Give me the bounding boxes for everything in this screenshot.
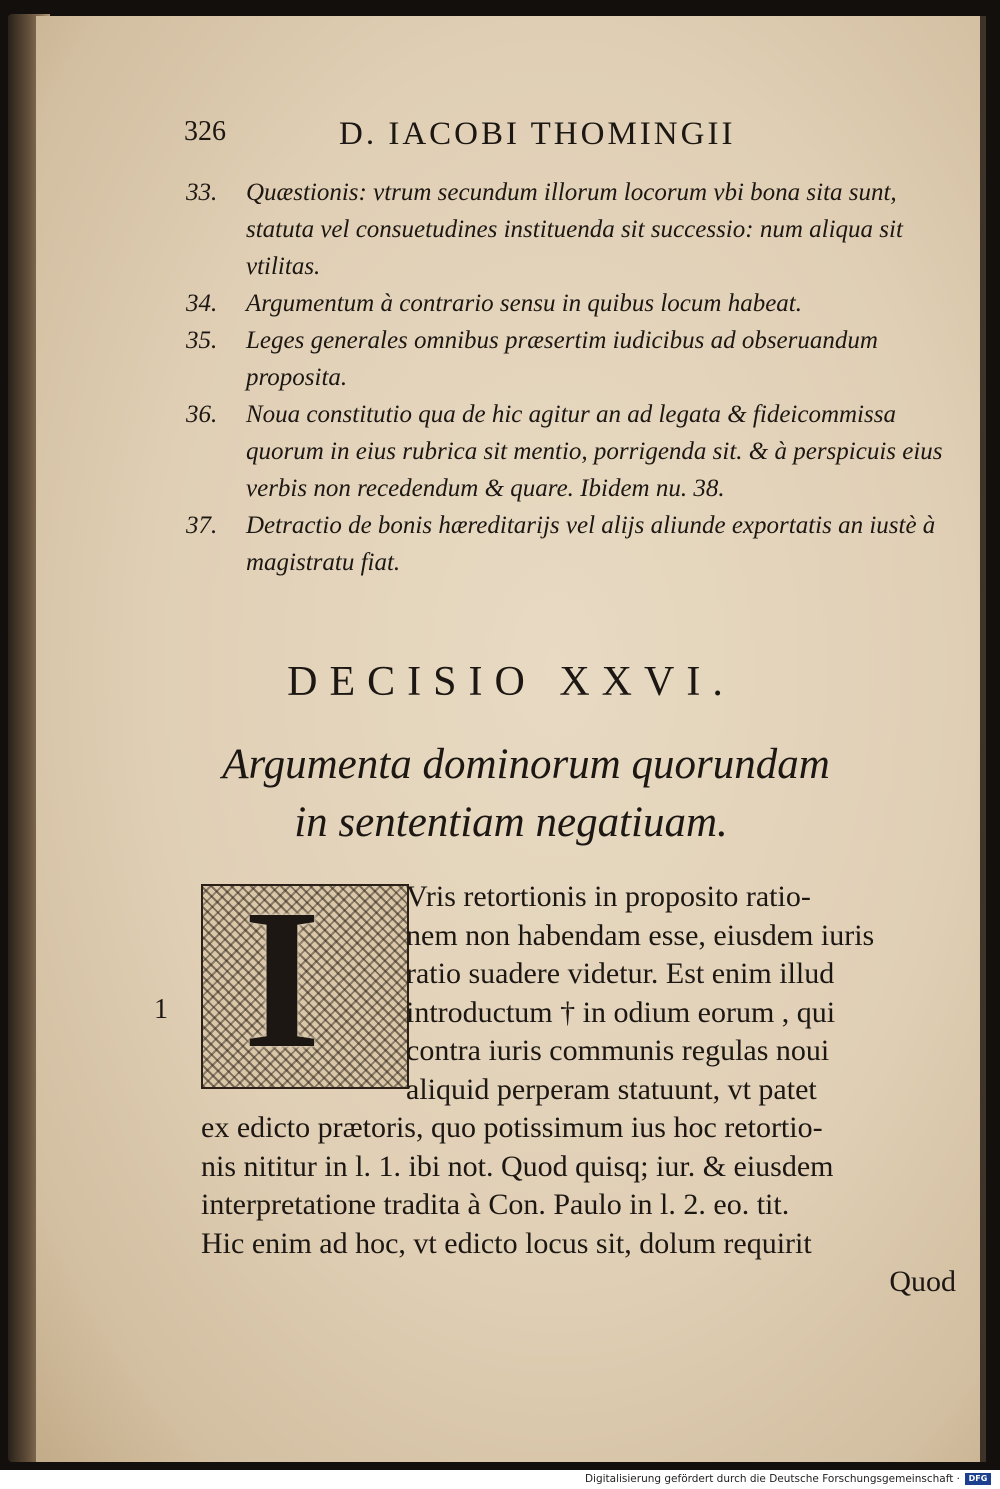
body-line: Hic enim ad hoc, vt edicto locus sit, dolum requirit [201,1226,812,1260]
index-item [186,396,956,507]
footer-text: Digitalisierung gefördert durch die Deutsche Forschungsgemeinschaft · [584,1473,960,1485]
body-line: aliquid perperam statuunt, vt patet [406,1072,817,1106]
index-number: 34. [186,290,218,317]
index-number: 33. [186,179,218,206]
index-number: 35. [186,327,218,354]
body-line: nem non habendam esse, eiusdem iuris [406,918,875,952]
index-text: Argumentum à contrario sensu in quibus locum habeat. [246,290,802,317]
page-number: 326 [184,116,226,147]
catchword: Quod [889,1265,956,1298]
index-text: Leges generales omnibus præsertim iudicibus ad obseruandum proposita. [246,327,878,391]
index-text: Quæstionis: vtrum secundum illorum locorum vbi bona sita sunt, statuta vel consuetudines instituenda sit successio: num aliqua sit vtilitas. [246,179,903,280]
body-line: introductum † in odium eorum , qui [406,995,836,1029]
dfg-logo: DFG [965,1473,991,1485]
margin-note: 1 [154,994,168,1025]
body-line: contra iuris communis regulas noui [406,1034,830,1067]
index-number: 36. [186,401,218,428]
index-item [186,507,956,581]
decisio-heading: DECISIO XXVI. [287,659,735,705]
digitization-footer [0,1470,1000,1489]
body-line: Vris retortionis in proposito ratio- [406,880,811,913]
index-item [186,285,956,322]
index-list [186,174,956,581]
index-number: 37. [186,512,218,539]
decisio-subtitle [36,736,986,852]
subtitle-line: in sententiam negatiuam. [294,799,728,846]
index-item [186,174,956,285]
book-page [36,16,986,1462]
body-line: nis nititur in l. 1. ibi not. Quod quisq; iur. & eiusdem [201,1149,834,1183]
index-item [186,322,956,396]
body-line: ex edicto prætoris, quo potissimum ius hoc retortio- [201,1111,823,1144]
subtitle-line: Argumenta dominorum quorundam [222,741,830,788]
running-title: D. IACOBI THOMINGII [339,116,736,152]
body-line: ratio suadere videtur. Est enim illud [406,957,835,990]
index-text: Noua constitutio qua de hic agitur an ad legata & fideicommissa quorum in eius rubrica sit mentio, porrigenda sit. & à perspicuis eius verbis non recedendum & quare. Ibidem nu. 38. [246,401,943,502]
body-text [201,869,956,1302]
initial-letter: I [243,869,321,1090]
body-line: interpretatione tradita à Con. Paulo in l. 2. eo. tit. [201,1188,790,1221]
index-text: Detractio de bonis hæreditarijs vel alijs aliunde exportatis an iustè à magistratu fiat. [246,512,936,576]
